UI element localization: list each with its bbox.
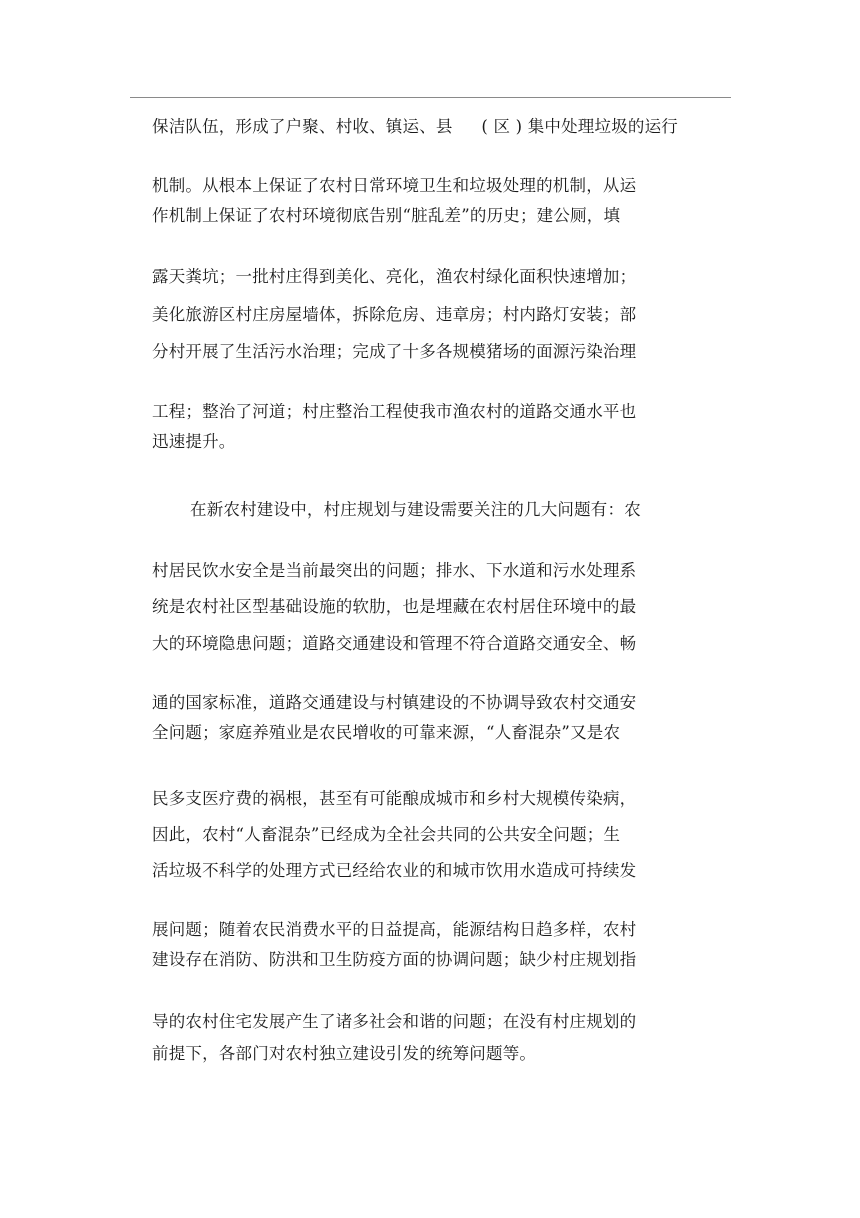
paragraph-first-line: 在新农村建设中，村庄规划与建设需要关注的几大问题有：农 bbox=[190, 500, 641, 519]
text-line: 村居民饮水安全是当前最突出的问题；排水、下水道和污水处理系 bbox=[152, 561, 637, 580]
text-line: 因此，农村“人畜混杂”已经成为全社会共同的公共安全问题；生 bbox=[152, 825, 621, 844]
text-line: 建设存在消防、防洪和卫生防疫方面的协调问题；缺少村庄规划指 bbox=[152, 950, 637, 969]
text-line: 展问题；随着农民消费水平的日益提高，能源结构日趋多样，农村 bbox=[152, 920, 637, 939]
text-line: 大的环境隐患问题；道路交通建设和管理不符合道路交通安全、畅 bbox=[152, 634, 637, 653]
text-line: 机制。从根本上保证了农村日常环境卫生和垃圾处理的机制，从运 bbox=[152, 176, 637, 195]
text-line-left: 保洁队伍，形成了户聚、村收、镇运、县 bbox=[152, 117, 453, 136]
text-line: 分村开展了生活污水治理；完成了十多各规模猪场的面源污染治理 bbox=[152, 342, 637, 361]
text-line: 作机制上保证了农村环境彻底告别“脏乱差”的历史；建公厕，填 bbox=[152, 206, 621, 225]
text-line: 美化旅游区村庄房屋墙体，拆除危房、违章房；村内路灯安装；部 bbox=[152, 305, 637, 324]
text-line: 通的国家标准，道路交通建设与村镇建设的不协调导致农村交通安 bbox=[152, 693, 637, 712]
text-line: 导的农村住宅发展产生了诸多社会和谐的问题；在没有村庄规划的 bbox=[152, 1012, 637, 1031]
text-line: 全问题；家庭养殖业是农民增收的可靠来源，“人畜混杂”又是农 bbox=[152, 723, 621, 742]
text-line-right: ( 区 ) 集中处理垃圾的运行 bbox=[481, 117, 678, 136]
text-line: 活垃圾不科学的处理方式已经给农业的和城市饮用水造成可持续发 bbox=[152, 861, 637, 880]
text-line: 迅速提升。 bbox=[152, 432, 236, 451]
text-line bbox=[152, 117, 678, 137]
text-line: 民多支医疗费的祸根，甚至有可能酿成城市和乡村大规模传染病， bbox=[152, 789, 637, 808]
text-line: 统是农村社区型基础设施的软肋，也是埋藏在农村居住环境中的最 bbox=[152, 597, 637, 616]
text-line: 工程；整治了河道；村庄整治工程使我市渔农村的道路交通水平也 bbox=[152, 402, 637, 421]
text-line: 前提下，各部门对农村独立建设引发的统筹问题等。 bbox=[152, 1044, 537, 1063]
text-line: 露天粪坑；一批村庄得到美化、亮化，渔农村绿化面积快速增加； bbox=[152, 267, 637, 286]
header-rule bbox=[130, 97, 731, 98]
